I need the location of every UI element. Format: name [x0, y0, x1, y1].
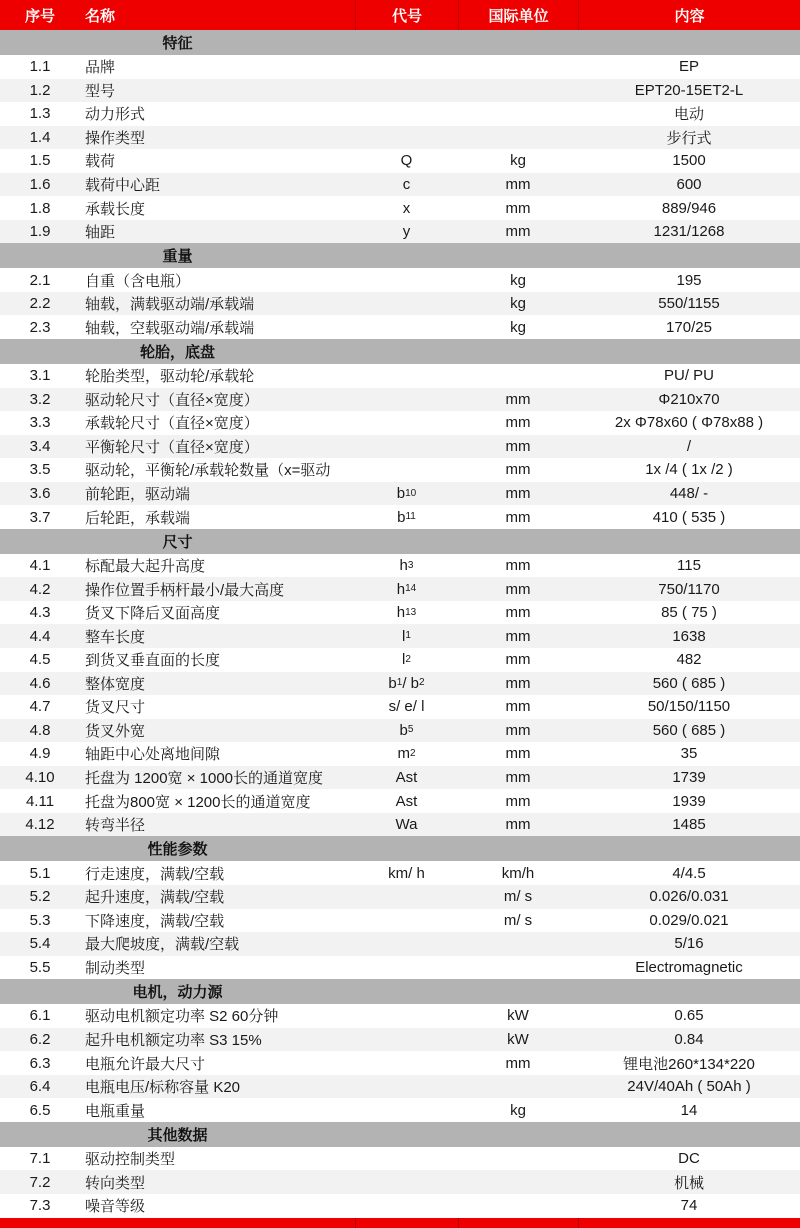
- row-unit: mm: [505, 461, 531, 479]
- row-unit: mm: [505, 557, 531, 575]
- row-unit: [458, 1194, 578, 1218]
- row-value: 560 ( 685 ): [652, 721, 726, 739]
- table-row: [0, 909, 800, 933]
- row-name: 整车长度: [85, 628, 146, 646]
- row-code: [355, 1075, 458, 1099]
- section-title: 电机，动力源: [132, 984, 223, 1002]
- row-code: [355, 1004, 458, 1028]
- row-value: 1739: [672, 769, 706, 787]
- row-value: 74: [680, 1197, 698, 1215]
- row-unit: [458, 102, 578, 126]
- row-value: 1638: [672, 627, 706, 645]
- row-no: 4.6: [29, 674, 51, 692]
- row-no: 3.6: [29, 485, 51, 503]
- section-title: 特征: [162, 35, 193, 52]
- row-unit: mm: [505, 769, 531, 787]
- table-row: [0, 813, 800, 837]
- row-value: 机械: [673, 1174, 704, 1192]
- row-no: 1.3: [29, 105, 51, 123]
- row-unit: [458, 956, 578, 980]
- row-code: b 11: [397, 508, 416, 526]
- row-no: 4.9: [29, 745, 51, 763]
- table-row: [0, 1004, 800, 1028]
- row-no: 1.5: [29, 152, 51, 170]
- row-code: b 1 / b 2: [388, 674, 425, 692]
- table-row: [0, 648, 800, 672]
- row-code: Wa: [395, 816, 418, 834]
- row-code: km/ h: [388, 864, 425, 882]
- row-unit: [458, 932, 578, 956]
- row-unit: mm: [505, 1054, 531, 1072]
- row-code: [355, 885, 458, 909]
- row-name: 标配最大起升高度: [85, 558, 206, 576]
- row-name: 平衡轮尺寸（直径×宽度）: [85, 438, 259, 456]
- row-name: 轮胎类型，驱动轮/承载轮: [85, 368, 255, 386]
- row-code: Ast: [395, 792, 418, 810]
- table-row: [0, 196, 800, 220]
- row-no: 7.1: [29, 1150, 51, 1168]
- row-code: s/ e/ l: [388, 698, 425, 716]
- row-no: 3.2: [29, 390, 51, 408]
- section-title: 性能参数: [147, 841, 208, 859]
- column-header-no: 序号: [24, 7, 55, 25]
- row-name: 货叉外宽: [85, 722, 146, 740]
- row-name: 承载长度: [85, 200, 146, 218]
- section-header-row: [0, 1122, 800, 1147]
- row-name: 制动类型: [85, 959, 146, 977]
- row-no: 5.2: [29, 888, 51, 906]
- row-value: 步行式: [666, 129, 712, 147]
- table-row: [0, 79, 800, 103]
- table-row: [0, 388, 800, 412]
- row-code: [355, 55, 458, 79]
- table-row: [0, 1194, 800, 1218]
- row-name: 整体宽度: [85, 675, 146, 693]
- row-no: 4.3: [29, 604, 51, 622]
- row-no: 1.2: [29, 81, 51, 99]
- row-code: l 1: [402, 627, 411, 645]
- row-value: 0.026/0.031: [649, 888, 729, 906]
- table-row: [0, 932, 800, 956]
- row-name: 到货叉垂直面的长度: [85, 652, 221, 670]
- column-header-code: 代号: [355, 0, 458, 30]
- row-value: 482: [676, 651, 702, 669]
- row-name: 电瓶允许最大尺寸: [85, 1055, 206, 1073]
- row-unit: kg: [510, 295, 526, 313]
- row-value: 600: [676, 176, 702, 193]
- table-row: [0, 458, 800, 482]
- row-value: 0.84: [674, 1030, 704, 1048]
- row-name: 转弯半径: [85, 817, 146, 835]
- row-unit: mm: [505, 816, 531, 834]
- row-name: 轴距中心处离地间隙: [85, 746, 221, 764]
- section-header-row: [0, 836, 800, 861]
- row-unit: mm: [505, 580, 531, 598]
- row-value: 170/25: [666, 318, 712, 336]
- row-no: 4.1: [29, 557, 51, 575]
- section-title: 轮胎，底盘: [139, 344, 215, 362]
- row-no: 4.7: [29, 698, 51, 716]
- row-value: 1500: [672, 152, 706, 170]
- row-no: 3.1: [29, 367, 51, 385]
- column-header-name: 名称: [85, 7, 116, 25]
- row-value: 550/1155: [658, 295, 720, 313]
- row-unit: mm: [505, 199, 531, 217]
- row-code: x: [402, 199, 411, 217]
- row-no: 4.2: [29, 580, 51, 598]
- row-value: 24V/40Ah ( 50Ah ): [627, 1078, 751, 1096]
- row-no: 6.4: [29, 1078, 51, 1096]
- row-code: [355, 292, 458, 316]
- row-no: 6.3: [29, 1054, 51, 1072]
- section-title: 尺寸: [162, 533, 193, 551]
- table-row: [0, 1051, 800, 1075]
- row-name: 噪音等级: [85, 1198, 146, 1216]
- row-unit: mm: [505, 223, 531, 241]
- row-code: [355, 956, 458, 980]
- table-row: [0, 126, 800, 150]
- table-row: [0, 624, 800, 648]
- row-value: 560 ( 685 ): [652, 674, 726, 692]
- row-code: [355, 126, 458, 150]
- row-no: 5.1: [29, 864, 51, 882]
- row-no: 3.5: [29, 461, 51, 479]
- row-code: m 2: [397, 745, 416, 763]
- row-code: [355, 909, 458, 933]
- row-name: 驱动轮，平衡轮/承载轮数量（x=驱动: [85, 462, 331, 480]
- row-no: 4.10: [25, 769, 55, 787]
- row-no: 7.3: [29, 1197, 51, 1215]
- row-no: 6.5: [29, 1101, 51, 1119]
- row-value: 889/946: [661, 199, 717, 217]
- row-name: 下降速度，满载/空载: [85, 912, 225, 930]
- table-row: [0, 554, 800, 578]
- row-value: 1939: [672, 792, 706, 810]
- row-code: [355, 932, 458, 956]
- row-value: Electromagnetic: [635, 958, 743, 976]
- row-code: [355, 1194, 458, 1218]
- row-unit: mm: [505, 176, 531, 193]
- row-name: 最大爬坡度，满载/空载: [85, 936, 240, 954]
- row-name: 托盘为800宽 × 1200长的通道宽度: [85, 793, 311, 811]
- row-value: 1x /4 ( 1x /2 ): [645, 461, 733, 479]
- table-row: [0, 102, 800, 126]
- row-unit: [458, 1075, 578, 1099]
- row-code: h 13: [396, 604, 417, 622]
- row-unit: kg: [510, 318, 526, 336]
- row-name: 载荷中心距: [85, 177, 161, 194]
- row-value: 2x Φ78x60 ( Φ78x88 ): [614, 414, 764, 432]
- row-name: 载荷: [85, 153, 116, 171]
- table-row: [0, 292, 800, 316]
- table-row: [0, 956, 800, 980]
- row-value: 5/16: [674, 935, 704, 953]
- row-code: l 2: [402, 651, 411, 669]
- row-value: EPT20-15ET2-L: [634, 81, 744, 99]
- row-name: 货叉下降后叉面高度: [85, 605, 221, 623]
- row-name: 起升速度，满载/空载: [85, 889, 225, 907]
- row-unit: kW: [507, 1030, 529, 1048]
- row-unit: mm: [505, 651, 531, 669]
- row-code: [355, 1051, 458, 1075]
- row-no: 3.3: [29, 414, 51, 432]
- row-code: b 10: [396, 485, 417, 503]
- row-unit: kg: [510, 152, 526, 170]
- row-name: 轴载，满载驱动端/承载端: [85, 296, 255, 314]
- section-title: 其他数据: [147, 1126, 208, 1144]
- row-code: h 14: [396, 580, 417, 598]
- row-name: 动力形式: [85, 106, 146, 124]
- table-row: [0, 315, 800, 339]
- row-no: 3.4: [29, 437, 51, 455]
- row-name: 品牌: [85, 59, 116, 77]
- section-header-row: [0, 30, 800, 55]
- row-code: c: [402, 176, 411, 193]
- table-row: [0, 789, 800, 813]
- row-no: 5.5: [29, 958, 51, 976]
- row-no: 7.2: [29, 1173, 51, 1191]
- table-footer-bar: [0, 1218, 800, 1228]
- row-no: 2.1: [29, 271, 51, 289]
- row-unit: mm: [505, 721, 531, 739]
- row-name: 后轮距，承载端: [85, 509, 191, 527]
- row-unit: mm: [505, 627, 531, 645]
- row-unit: [458, 55, 578, 79]
- row-code: [355, 1170, 458, 1194]
- row-unit: mm: [505, 674, 531, 692]
- row-no: 3.7: [29, 508, 51, 526]
- row-value: 1231/1268: [653, 223, 725, 241]
- footer-divider: [458, 1218, 459, 1228]
- row-no: 1.8: [29, 199, 51, 217]
- table-row: [0, 411, 800, 435]
- row-no: 6.2: [29, 1030, 51, 1048]
- table-row: [0, 435, 800, 459]
- table-row: [0, 268, 800, 292]
- section-header-row: [0, 339, 800, 364]
- row-value: 35: [680, 745, 698, 763]
- table-row: [0, 601, 800, 625]
- table-row: [0, 55, 800, 79]
- footer-divider: [355, 1218, 356, 1228]
- row-unit: km/h: [501, 864, 535, 882]
- table-row: [0, 672, 800, 696]
- row-no: 5.3: [29, 911, 51, 929]
- table-row: [0, 885, 800, 909]
- row-value: Φ210x70: [658, 390, 720, 408]
- row-name: 驱动控制类型: [85, 1151, 176, 1169]
- row-value: 电动: [673, 106, 704, 124]
- row-name: 电瓶电压/标称容量 K20: [85, 1079, 241, 1097]
- column-header-value: 内容: [578, 0, 800, 30]
- row-value: 4/4.5: [672, 864, 706, 882]
- row-code: [355, 458, 458, 482]
- table-row: [0, 1170, 800, 1194]
- row-value: 0.65: [674, 1007, 704, 1025]
- row-name: 前轮距，驱动端: [85, 486, 191, 504]
- row-no: 5.4: [29, 935, 51, 953]
- section-header-row: [0, 243, 800, 268]
- row-unit: [458, 1147, 578, 1171]
- row-no: 4.8: [29, 721, 51, 739]
- row-value: DC: [678, 1150, 700, 1168]
- row-value: 195: [676, 271, 702, 289]
- table-row: [0, 1147, 800, 1171]
- row-unit: mm: [505, 485, 531, 503]
- row-code: [355, 435, 458, 459]
- row-unit: mm: [505, 437, 531, 455]
- row-unit: m/ s: [503, 888, 533, 906]
- row-value: 1485: [672, 816, 706, 834]
- table-body: [0, 30, 800, 1218]
- table-row: [0, 220, 800, 244]
- row-unit: mm: [505, 745, 531, 763]
- row-code: [355, 364, 458, 388]
- row-unit: kW: [507, 1007, 529, 1025]
- row-no: 4.12: [25, 816, 55, 834]
- row-name: 承载轮尺寸（直径×宽度）: [85, 415, 259, 433]
- row-unit: mm: [505, 508, 531, 526]
- table-row: [0, 695, 800, 719]
- row-name: 电瓶重量: [85, 1102, 146, 1120]
- row-unit: [458, 79, 578, 103]
- row-name: 起升电机额定功率 S3 15%: [85, 1031, 262, 1049]
- row-no: 6.1: [29, 1007, 51, 1025]
- row-unit: [458, 1170, 578, 1194]
- table-row: [0, 149, 800, 173]
- row-code: [355, 388, 458, 412]
- row-value: 85 ( 75 ): [661, 604, 717, 622]
- row-code: [355, 79, 458, 103]
- row-value: EP: [678, 58, 699, 76]
- column-header-unit: 国际单位: [458, 0, 578, 30]
- row-name: 货叉尺寸: [85, 699, 146, 717]
- row-unit: mm: [505, 792, 531, 810]
- row-name: 操作位置手柄杆最小/最大高度: [85, 581, 285, 599]
- row-unit: mm: [505, 390, 531, 408]
- table-row: [0, 742, 800, 766]
- row-code: Q: [400, 152, 413, 170]
- row-name: 操作类型: [85, 129, 146, 147]
- footer-divider: [578, 1218, 579, 1228]
- row-code: [355, 1147, 458, 1171]
- section-header-row: [0, 529, 800, 554]
- row-no: 1.9: [29, 223, 51, 241]
- table-row: [0, 766, 800, 790]
- row-unit: mm: [505, 698, 531, 716]
- row-code: [355, 1098, 458, 1122]
- row-value: PU/ PU: [663, 367, 714, 385]
- row-unit: kg: [510, 1101, 526, 1119]
- row-code: [355, 268, 458, 292]
- table-row: [0, 505, 800, 529]
- section-title: 重量: [162, 248, 193, 266]
- row-value: 50/150/1150: [647, 698, 731, 716]
- table-row: [0, 1028, 800, 1052]
- row-value: 14: [680, 1101, 698, 1119]
- table-row: [0, 482, 800, 506]
- row-code: h 3: [399, 557, 414, 575]
- row-unit: m/ s: [503, 911, 533, 929]
- row-code: [355, 411, 458, 435]
- row-code: [355, 315, 458, 339]
- table-header-row: [0, 0, 800, 30]
- row-no: 4.11: [25, 792, 55, 810]
- section-header-row: [0, 979, 800, 1004]
- row-value: 锂电池260*134*220: [623, 1055, 755, 1073]
- row-no: 4.4: [29, 627, 51, 645]
- table-row: [0, 719, 800, 743]
- row-code: y: [402, 223, 411, 241]
- row-value: 448/ -: [669, 485, 709, 503]
- row-value: 115: [677, 557, 701, 575]
- row-value: 750/1170: [658, 580, 720, 598]
- row-code: [355, 102, 458, 126]
- row-value: /: [686, 437, 692, 455]
- row-unit: kg: [510, 271, 526, 289]
- table-row: [0, 1075, 800, 1099]
- row-unit: [458, 126, 578, 150]
- row-code: [355, 1028, 458, 1052]
- row-unit: mm: [505, 414, 531, 432]
- row-name: 转向类型: [85, 1174, 146, 1192]
- table-row: [0, 173, 800, 197]
- table-row: [0, 1098, 800, 1122]
- row-no: 1.1: [29, 58, 51, 76]
- table-row: [0, 364, 800, 388]
- row-no: 1.6: [29, 176, 51, 193]
- row-name: 轴距: [85, 224, 116, 242]
- row-name: 驱动轮尺寸（直径×宽度）: [85, 391, 259, 409]
- row-unit: [458, 364, 578, 388]
- row-name: 轴载，空载驱动端/承载端: [85, 319, 255, 337]
- table-row: [0, 577, 800, 601]
- row-no: 1.4: [29, 128, 51, 146]
- row-value: 0.029/0.021: [649, 911, 729, 929]
- row-no: 2.2: [29, 295, 51, 313]
- row-no: 2.3: [29, 318, 51, 336]
- table-row: [0, 861, 800, 885]
- row-no: 4.5: [29, 651, 51, 669]
- row-name: 驱动电机额定功率 S2 60分钟: [85, 1008, 279, 1026]
- row-code: b 5: [399, 721, 414, 739]
- row-name: 型号: [85, 82, 116, 100]
- row-code: Ast: [395, 769, 418, 787]
- row-name: 行走速度，满载/空载: [85, 865, 225, 883]
- row-value: 410 ( 535 ): [652, 508, 726, 526]
- row-name: 托盘为 1200宽 × 1000长的通道宽度: [85, 770, 324, 788]
- row-unit: mm: [505, 604, 531, 622]
- row-name: 自重（含电瓶）: [85, 272, 191, 290]
